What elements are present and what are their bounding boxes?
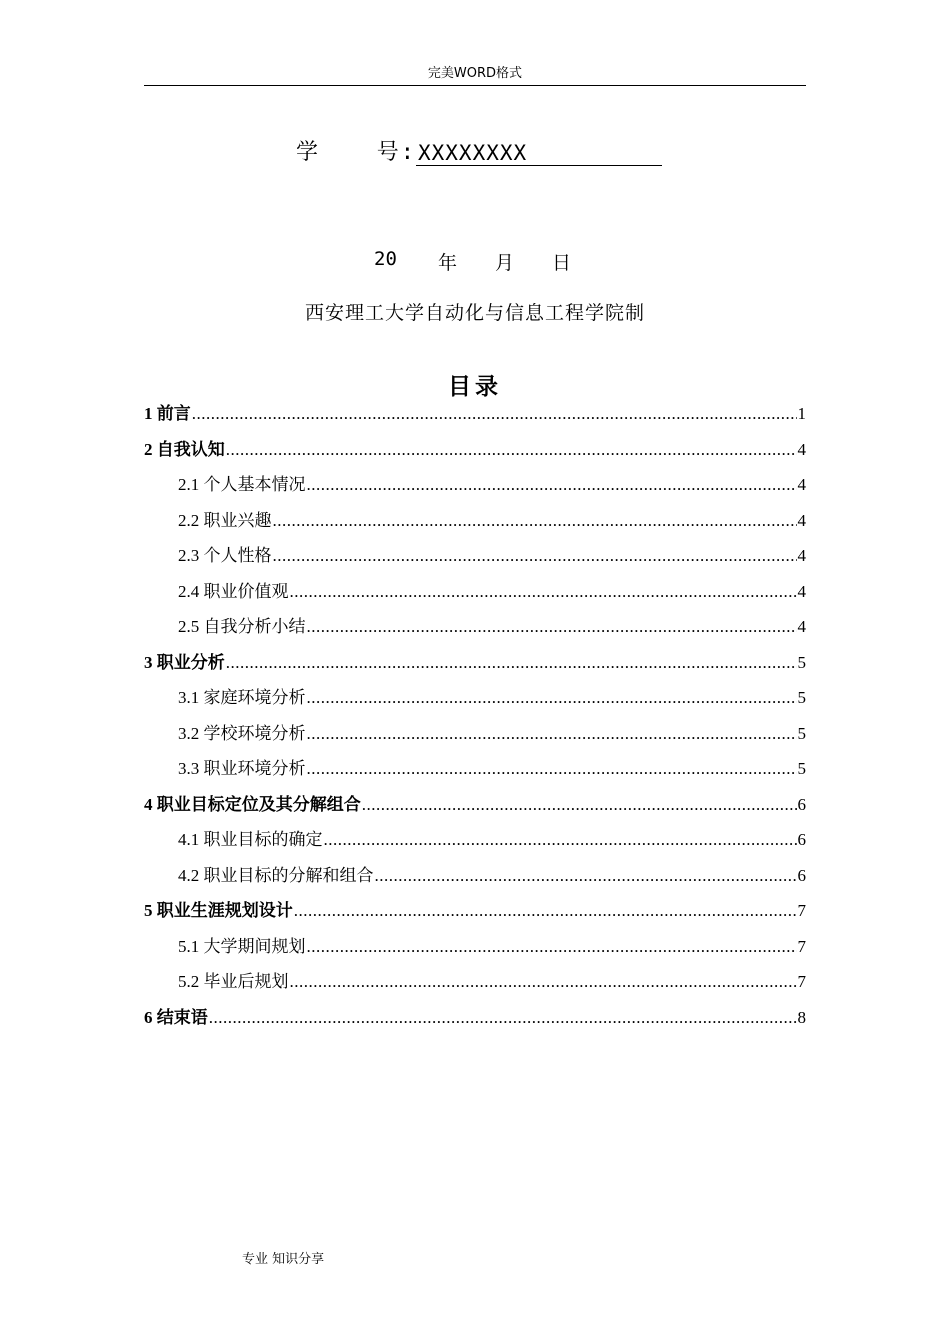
- toc-entry-label: 3.1 家庭环境分析: [178, 688, 306, 707]
- toc-entry-label: 2 自我认知: [144, 439, 225, 459]
- toc-dot-leader: [226, 645, 797, 681]
- student-id-label: [296, 135, 416, 166]
- toc-entry-2-3[interactable]: [144, 538, 806, 574]
- toc-entry-label: 5.2 毕业后规划: [178, 972, 289, 991]
- toc-dot-leader: [290, 964, 797, 1000]
- toc-entry-label: 5 职业生涯规划设计: [144, 901, 293, 920]
- toc-entry-page: 6: [797, 794, 806, 814]
- toc-entry-label: 4 职业目标定位及其分解组合: [144, 794, 361, 814]
- table-of-contents: [144, 396, 806, 1035]
- institution-line: 西安理工大学自动化与信息工程学院制: [304, 302, 645, 324]
- student-id-field: [296, 134, 662, 166]
- toc-entry-label: 6 结束语: [144, 1007, 208, 1027]
- toc-dot-leader: [307, 467, 797, 503]
- toc-entry-label: 3.2 学校环境分析: [178, 723, 306, 743]
- toc-entry-2-4[interactable]: [144, 574, 806, 610]
- toc-dot-leader: [294, 893, 797, 929]
- date-year: 20: [374, 248, 397, 270]
- toc-entry-page: 7: [797, 972, 806, 991]
- toc-entry-page: 5: [797, 688, 806, 707]
- toc-entry-page: 7: [797, 901, 806, 920]
- toc-dot-leader: [290, 574, 797, 610]
- toc-entry-page: 1: [797, 404, 806, 423]
- toc-entry-page: 4: [797, 617, 806, 636]
- toc-entry-3[interactable]: [144, 645, 806, 681]
- toc-entry-5-1[interactable]: [144, 929, 806, 965]
- toc-entry-page: 4: [797, 581, 806, 601]
- toc-entry-page: 5: [797, 759, 806, 778]
- toc-entry-label: 5.1 大学期间规划: [178, 936, 306, 956]
- student-id-label-char-1: 学: [296, 140, 321, 165]
- date-day-unit: 日: [552, 252, 572, 274]
- header-rule: [144, 85, 806, 86]
- page-header: 完美WORD格式: [427, 66, 523, 81]
- toc-entry-3-1[interactable]: [144, 680, 806, 716]
- toc-entry-page: 8: [797, 1007, 806, 1027]
- toc-dot-leader: [307, 680, 797, 716]
- toc-entry-label: 2.1 个人基本情况: [178, 475, 306, 494]
- toc-dot-leader: [362, 787, 797, 823]
- toc-entry-1[interactable]: [144, 396, 806, 432]
- toc-entry-label: 3.3 职业环境分析: [178, 759, 306, 778]
- toc-entry-label: 1 前言: [144, 404, 191, 423]
- date-month-unit: 月: [495, 252, 515, 274]
- date-line: [374, 248, 571, 275]
- toc-entry-page: 5: [797, 723, 806, 743]
- toc-dot-leader: [324, 822, 797, 858]
- toc-dot-leader: [375, 858, 797, 894]
- toc-entry-page: 7: [797, 936, 806, 956]
- toc-entry-2[interactable]: [144, 432, 806, 468]
- toc-dot-leader: [307, 609, 797, 645]
- toc-entry-5[interactable]: [144, 893, 806, 929]
- toc-entry-label: 2.5 自我分析小结: [178, 617, 306, 636]
- toc-entry-4[interactable]: [144, 787, 806, 823]
- toc-entry-label: 3 职业分析: [144, 652, 225, 672]
- toc-entry-5-2[interactable]: [144, 964, 806, 1000]
- page-footer: 专业 知识分享: [242, 1252, 325, 1267]
- toc-entry-4-2[interactable]: [144, 858, 806, 894]
- toc-entry-2-1[interactable]: [144, 467, 806, 503]
- toc-entry-label: 4.1 职业目标的确定: [178, 830, 323, 849]
- toc-title: 目录: [448, 374, 502, 400]
- toc-entry-4-1[interactable]: [144, 822, 806, 858]
- toc-entry-page: 5: [797, 652, 806, 672]
- toc-entry-page: 4: [797, 439, 806, 459]
- student-id-value: XXXXXXXX: [416, 141, 662, 166]
- toc-entry-3-3[interactable]: [144, 751, 806, 787]
- toc-entry-page: 6: [797, 830, 806, 849]
- toc-dot-leader: [273, 503, 797, 539]
- toc-entry-2-5[interactable]: [144, 609, 806, 645]
- student-id-label-char-2: 号:: [376, 140, 416, 165]
- toc-entry-label: 2.3 个人性格: [178, 546, 272, 565]
- toc-dot-leader: [307, 929, 797, 965]
- toc-entry-page: 4: [797, 475, 806, 494]
- toc-dot-leader: [192, 396, 797, 432]
- toc-dot-leader: [226, 432, 797, 468]
- toc-dot-leader: [307, 716, 797, 752]
- toc-dot-leader: [273, 538, 797, 574]
- toc-entry-page: 4: [797, 546, 806, 565]
- toc-entry-label: 2.4 职业价值观: [178, 581, 289, 601]
- toc-dot-leader: [307, 751, 797, 787]
- toc-entry-page: 6: [797, 865, 806, 885]
- toc-entry-2-2[interactable]: [144, 503, 806, 539]
- toc-entry-6[interactable]: [144, 1000, 806, 1036]
- toc-dot-leader: [209, 1000, 797, 1036]
- toc-entry-3-2[interactable]: [144, 716, 806, 752]
- toc-entry-page: 4: [797, 510, 806, 530]
- toc-entry-label: 4.2 职业目标的分解和组合: [178, 865, 374, 885]
- toc-entry-label: 2.2 职业兴趣: [178, 510, 272, 530]
- date-year-unit: 年: [438, 252, 458, 274]
